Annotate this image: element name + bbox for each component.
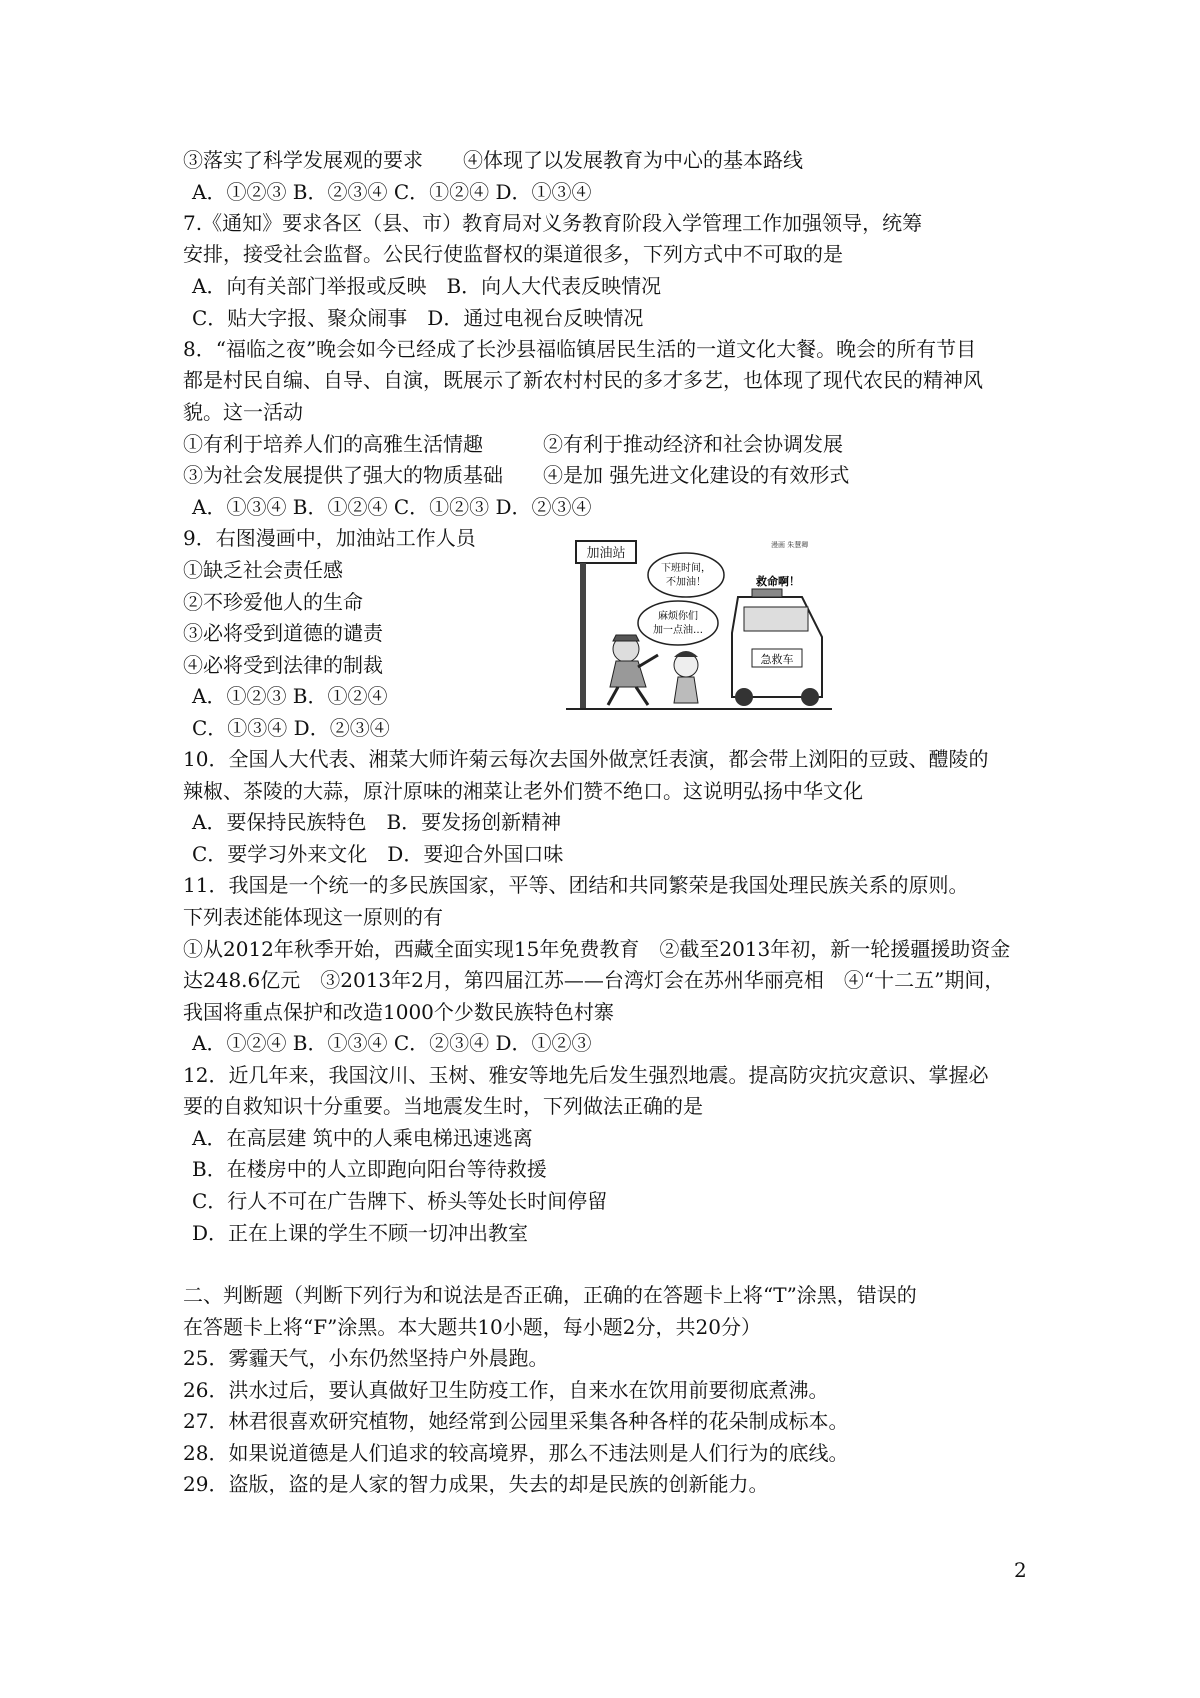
- ambulance-label: 急救车: [760, 653, 794, 666]
- option-line: ②不珍爱他人的生命: [183, 590, 363, 614]
- option-line: 达248.6亿元 ③2013年2月，第四届江苏——台湾灯会在苏州华丽亮相 ④“十二五”期间，: [183, 968, 1005, 992]
- option-line: 我国将重点保护和改造1000个少数民族特色村寨: [183, 1000, 614, 1024]
- question-9: 9．右图漫画中，加油站工作人员: [183, 526, 476, 550]
- question-29: 29．盗版，盗的是人家的智力成果，失去的却是民族的创新能力。: [183, 1472, 769, 1496]
- bubble-text: 麻烦你们: [658, 611, 698, 622]
- question-10: 10．全国人大代表、湘菜大师许菊云每次去国外做烹饪表演，都会带上浏阳的豆豉、醴陵的: [183, 747, 989, 771]
- page-number: 2: [1014, 1558, 1027, 1582]
- answer-choice: B．在楼房中的人立即跑向阳台等待救援: [192, 1157, 547, 1181]
- option-line: ③为社会发展提供了强大的物质基础 ④是加 强先进文化建设的有效形式: [183, 463, 850, 487]
- question-28: 28．如果说道德是人们追求的较高境界，那么不违法则是人们行为的底线。: [183, 1441, 849, 1465]
- question-8: 8．“福临之夜”晚会如今已经成了长沙县福临镇居民生活的一道文化大餐。晚会的所有节目: [183, 337, 977, 361]
- gas-station-cartoon: [566, 537, 832, 711]
- question-11: 11．我国是一个统一的多民族国家，平等、团结和共同繁荣是我国处理民族关系的原则。: [183, 873, 969, 897]
- section-heading: 二、判断题（判断下列行为和说法是否正确，正确的在答题卡上将“T”涂黑，错误的: [183, 1283, 917, 1307]
- option-line: ③必将受到道德的谴责: [183, 621, 383, 645]
- bubble-text: 不加油！: [666, 577, 706, 588]
- question-7: 7.《通知》要求各区（县、市）教育局对义务教育阶段入学管理工作加强领导，统筹: [183, 211, 923, 235]
- question-text: 要的自救知识十分重要。当地震发生时，下列做法正确的是: [183, 1094, 703, 1118]
- question-12: 12．近几年来，我国汶川、玉树、雅安等地先后发生强烈地震。提高防灾抗灾意识、掌握必: [183, 1063, 989, 1087]
- question-text: 貌。这一活动: [183, 400, 303, 424]
- bubble-text: 加一点油…: [653, 625, 703, 636]
- answer-choices: A．向有关部门举报或反映 B．向人大代表反映情况: [192, 274, 662, 298]
- answer-choice: A．在高层建 筑中的人乘电梯迅速逃离: [192, 1126, 533, 1150]
- question-text: 下列表述能体现这一原则的有: [183, 905, 443, 929]
- question-27: 27．林君很喜欢研究植物，她经常到公园里采集各种各样的花朵制成标本。: [183, 1409, 849, 1433]
- option-line: ①缺乏社会责任感: [183, 558, 343, 582]
- option-line: ③落实了科学发展观的要求 ④体现了以发展教育为中心的基本路线: [183, 148, 803, 172]
- answer-choices: C．要学习外来文化 D．要迎合外国口味: [192, 842, 564, 866]
- answer-choices: A．①③④ B．①②④ C．①②③ D．②③④: [192, 495, 592, 519]
- question-text: 辣椒、茶陵的大蒜，原汁原味的湘菜让老外们赞不绝口。这说明弘扬中华文化: [183, 779, 863, 803]
- answer-choice: D．正在上课的学生不顾一切冲出教室: [192, 1221, 529, 1245]
- question-26: 26．洪水过后，要认真做好卫生防疫工作，自来水在饮用前要彻底煮沸。: [183, 1378, 829, 1402]
- answer-choices: A．①②④ B．①③④ C．②③④ D．①②③: [192, 1031, 592, 1055]
- question-25: 25．雾霾天气，小东仍然坚持户外晨跑。: [183, 1346, 549, 1370]
- answer-choice: C．行人不可在广告牌下、桥头等处长时间停留: [192, 1189, 608, 1213]
- answer-choices: A．①②③ B．①②④: [192, 684, 388, 708]
- shout-text: 救命啊！: [756, 575, 800, 588]
- sign-text: 加油站: [586, 546, 626, 561]
- answer-choices: A．要保持民族特色 B．要发扬创新精神: [192, 810, 562, 834]
- option-line: ④必将受到法律的制裁: [183, 653, 383, 677]
- question-text: 安排，接受社会监督。公民行使监督权的渠道很多，下列方式中不可取的是: [183, 242, 843, 266]
- option-line: ①从2012年秋季开始，西藏全面实现15年免费教育 ②截至2013年初，新一轮援疆援助资金: [183, 937, 1011, 961]
- bubble-text: 下班时间，: [661, 563, 711, 574]
- cartoon-credit: 漫画 朱慧卿: [771, 541, 809, 549]
- answer-choices: C．①③④ D．②③④: [192, 716, 390, 740]
- answer-choices: C．贴大字报、聚众闹事 D．通过电视台反映情况: [192, 306, 644, 330]
- option-line: ①有利于培养人们的高雅生活情趣 ②有利于推动经济和社会协调发展: [183, 432, 843, 456]
- section-heading: 在答题卡上将“F”涂黑。本大题共10小题，每小题2分，共20分）: [183, 1315, 761, 1339]
- question-text: 都是村民自编、自导、自演，既展示了新农村村民的多才多艺，也体现了现代农民的精神风: [183, 368, 983, 392]
- answer-choices: A．①②③ B．②③④ C．①②④ D．①③④: [192, 180, 592, 204]
